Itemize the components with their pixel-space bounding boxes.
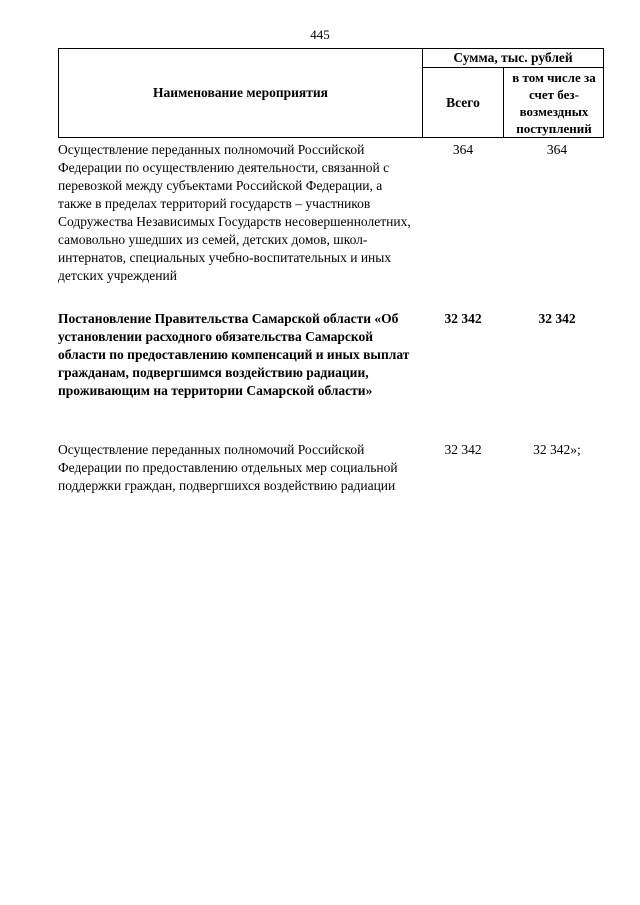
- row-free: 32 342»;: [533, 442, 581, 457]
- row-total: 32 342: [444, 311, 482, 326]
- row-name: Осуществление переданных полномочий Российской Федерации по осуществлению деятельности, связанной с перевозкой между субъектами Российской Федерации, а также в пределах территорий государств – участников Содружества Независимых Государств несовершеннолетних, самовольно ушедших из семей, детских домов, школ-интернатов, специальных учебно-воспитательных и иных детских учреждений: [58, 142, 411, 283]
- table-row: [58, 441, 604, 521]
- row-total: 364: [452, 142, 474, 157]
- header-bottom-border: [58, 137, 604, 138]
- table-row: [58, 141, 604, 306]
- header-name: Наименование мероприятия: [153, 85, 328, 100]
- header-total-divider: [503, 67, 504, 138]
- row-total: 32 342: [444, 442, 482, 457]
- header-total: Всего: [446, 94, 480, 110]
- row-name: Постановление Правительства Самарской области «Об установлении расходного обязательства Самарской области по предоставлению компенсаций и иных выплат гражданам, подвергшимся воздействию радиации, проживающим на территории Самарской области»: [58, 311, 410, 398]
- row-name: Осуществление переданных полномочий Российской Федерации по предоставлению отдельных мер социальной поддержки граждан, подвергшихся воздействию радиации: [58, 442, 398, 493]
- header-right-border: [603, 48, 604, 138]
- header-free: в том числе за счет без-возмездных поступлений: [512, 69, 596, 136]
- table-row: [58, 310, 604, 435]
- header-sum-group: Сумма, тыс. рублей: [453, 50, 573, 65]
- row-free: 364: [546, 142, 568, 157]
- row-free: 32 342: [538, 311, 576, 326]
- page-number: 445: [310, 27, 330, 42]
